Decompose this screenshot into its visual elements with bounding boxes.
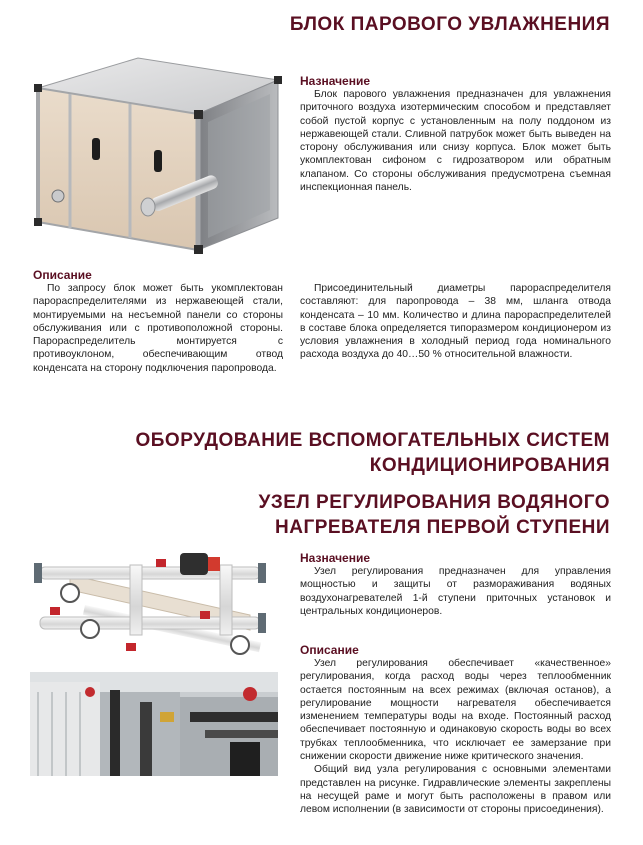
- section1-description-left-paragraph: По запросу блок может быть укомплектован парораспределителями из нержавеющей стали, монтируемыми на несъемной панели со стороны обслуживания или с противоположной стороны. Парораспределитель монтируется с противоуклоном, обеспечивающим отвод конденсата на сторону подключения паропровода.: [33, 283, 283, 374]
- installation-photo: [30, 672, 278, 776]
- section3-purpose-heading: Назначение: [300, 551, 371, 565]
- section1-description-left: [33, 282, 283, 375]
- section3-purpose-paragraph: Узел регулирования предназначен для управления мощностью и защиты от размораживания водяных воздухонагревателей 1-й ступени приточных установок и центральных кондиционеров.: [300, 566, 611, 617]
- section2-title: [50, 428, 610, 478]
- section2-title-line1: ОБОРУДОВАНИЕ ВСПОМОГАТЕЛЬНЫХ СИСТЕМ: [135, 430, 610, 451]
- humidifier-unit-image: [30, 50, 292, 255]
- section1-description-right: [300, 282, 611, 362]
- section1-purpose-paragraph: Блок парового увлажнения предназначен для увлажнения приточного воздуха изотермическим способом и представляет собой пустой корпус с установленным на полу поддоном из нержавеющей стали. Сливной патрубок может быть выведен на сторону обслуживания или снизу корпуса. Блок может быть укомплектован сифоном с гидрозатвором или обратным клапаном. Со стороны обслуживания предусмотрена съемная инспекционная панель.: [300, 89, 611, 194]
- section2-title-line2: КОНДИЦИОНИРОВАНИЯ: [369, 455, 610, 476]
- section1-description-heading: Описание: [33, 268, 92, 282]
- section3-description-paragraph2: Общий вид узла регулирования с основными элементами представлен на рисунке. Гидравлические элементы закреплены на несущей раме и могут быть расположены в правом или левом исполнении (в зависимости от стороны присоединения).: [300, 764, 611, 816]
- section3-purpose-text: [300, 565, 611, 618]
- section3-description-heading: Описание: [300, 643, 359, 657]
- section3-title-line2: НАГРЕВАТЕЛЯ ПЕРВОЙ СТУПЕНИ: [275, 517, 610, 538]
- section1-description-right-paragraph: Присоединительный диаметры парораспределителя составляют: для паропровода – 38 мм, шланга отвода конденсата – 10 мм. Количество и длина парораспределителей в составе блока определяется типоразмером кондиционером из условия увлажнения в холодный период года номинального расхода воздуха до 40…50 % относительной влажности.: [300, 283, 611, 361]
- section1-purpose-heading: Назначение: [300, 74, 371, 88]
- section3-title: [50, 490, 610, 540]
- section3-title-line1: УЗЕЛ РЕГУЛИРОВАНИЯ ВОДЯНОГО: [258, 492, 610, 513]
- section3-description-paragraph1: Узел регулирования обеспечивает «качественное» регулирования, когда расход воды через теплообменник остается постоянным на всех режимах (включая останов), а регулирование мощности нагревателя обеспечивается изменением температуры воды на входе. Постоянный расход обеспечивает постоянную и одинаковую скорость воды во всех трубках теплообменника, что исключает ее замерзание при снижении скорости движение ниже критического значения.: [300, 658, 611, 763]
- section3-description-text: [300, 657, 611, 817]
- section1-purpose-text: [300, 88, 611, 194]
- section1-title: БЛОК ПАРОВОГО УВЛАЖНЕНИЯ: [289, 14, 610, 35]
- control-unit-image: [30, 545, 270, 660]
